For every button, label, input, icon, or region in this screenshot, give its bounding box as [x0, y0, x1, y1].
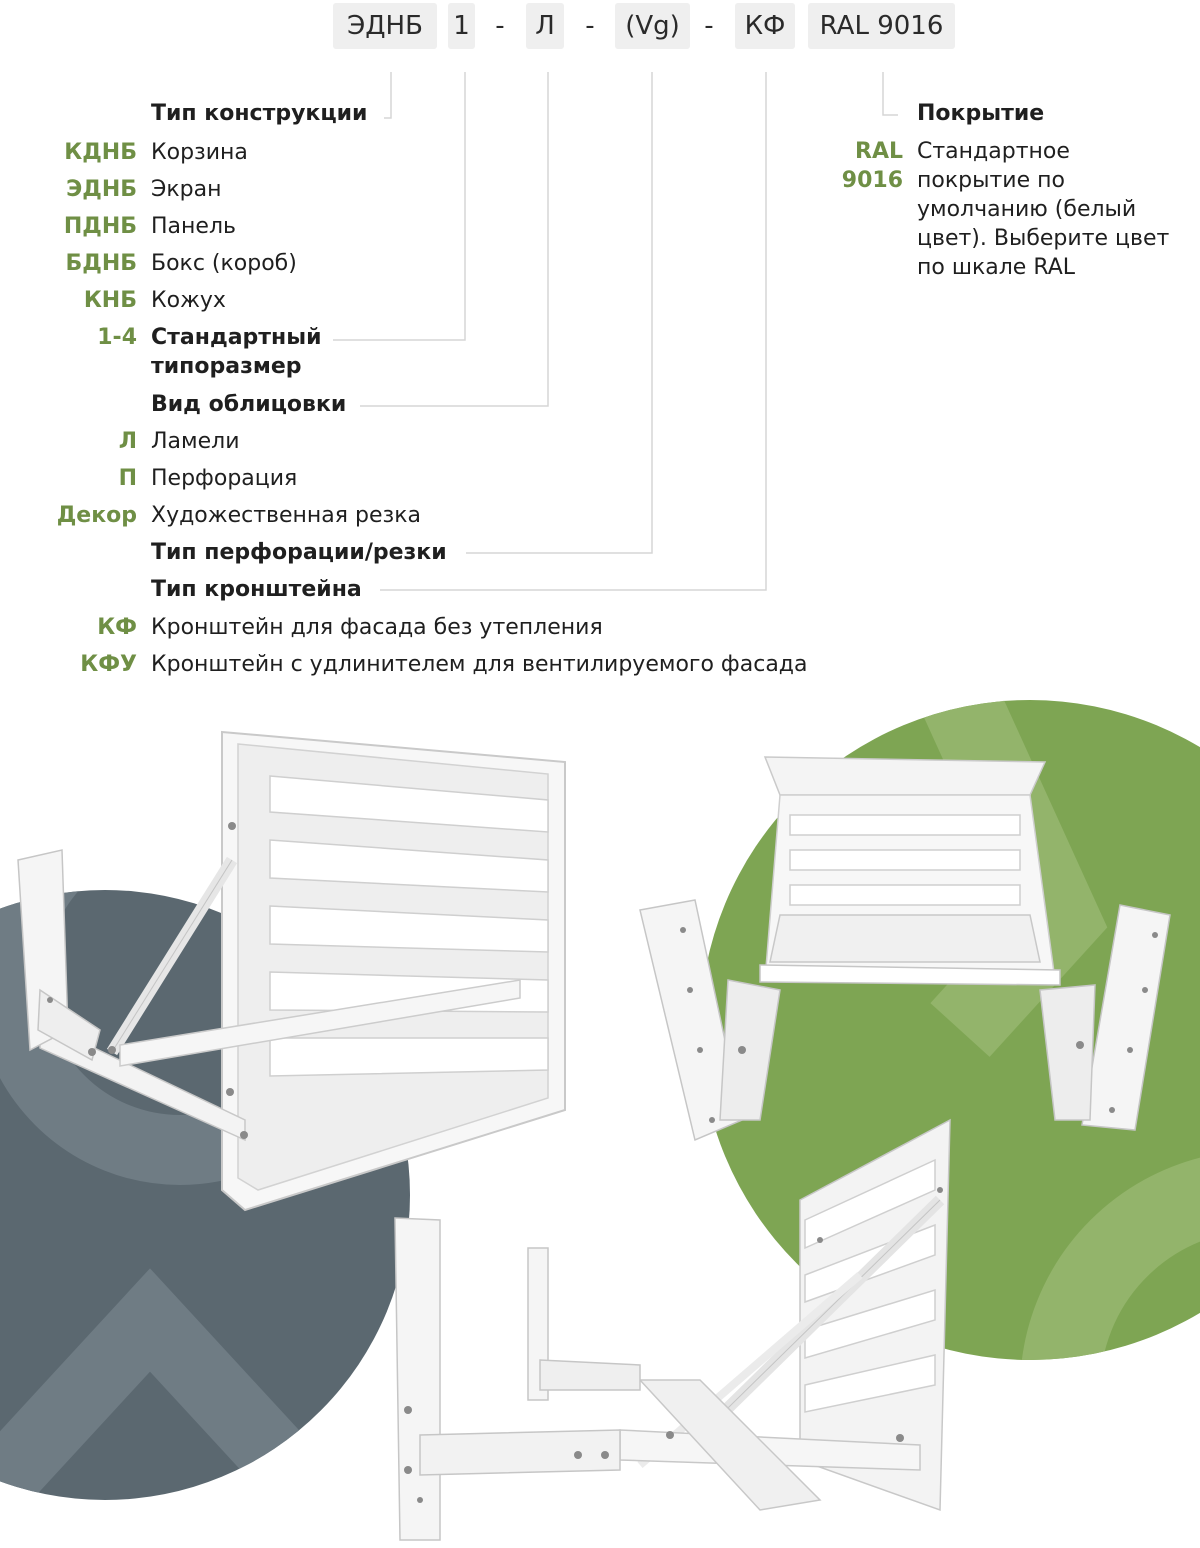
bracket-label: Кронштейн с удлинителем для вентилируемого фасада	[151, 652, 808, 677]
construction-code: КНБ	[83, 288, 137, 313]
construction-label: Панель	[151, 214, 236, 239]
construction-label: Бокс (короб)	[151, 251, 297, 276]
construction-code: ЭДНБ	[66, 177, 137, 202]
code-separator: -	[495, 11, 505, 41]
code-chip-perforation: (Vg)	[615, 3, 690, 49]
leader-bracket	[380, 72, 766, 590]
size-label-line2: типоразмер	[151, 354, 302, 379]
construction-code: КДНБ	[64, 140, 137, 165]
size-label-line1: Стандартный	[151, 325, 322, 350]
bracket-code: КФУ	[80, 652, 137, 677]
coating-code-line2: 9016	[841, 168, 903, 193]
facing-label: Перфорация	[151, 466, 298, 491]
coating-heading: Покрытие	[917, 101, 1045, 126]
construction-code: ПДНБ	[63, 214, 137, 239]
construction-type-heading: Тип конструкции	[151, 101, 368, 126]
bracket-label: Кронштейн для фасада без утепления	[151, 615, 603, 640]
perforation-type-heading: Тип перфорации/резки	[151, 540, 447, 565]
construction-code: БДНБ	[65, 251, 137, 276]
bracket-type-heading: Тип кронштейна	[151, 577, 362, 602]
leader-perforation	[466, 72, 652, 553]
coating-description: Стандартное покрытие по умолчанию (белый цвет). Выберите цвет по шкале RAL	[917, 139, 1170, 280]
leader-coating	[883, 72, 898, 115]
code-chip-size: 1	[448, 3, 475, 49]
product-photos-area	[0, 700, 1200, 1548]
size-code: 1-4	[97, 325, 137, 350]
lamella-screen-on-bracket-rear-view	[395, 1120, 950, 1540]
facing-type-heading: Вид облицовки	[151, 392, 347, 417]
facing-code: П	[118, 466, 137, 491]
coating-code-line1: RAL	[855, 139, 903, 164]
code-chip-construction: ЭДНБ	[333, 3, 437, 49]
code-chip-facing: Л	[526, 3, 564, 49]
code-separator: -	[585, 11, 595, 41]
facing-code: Декор	[56, 503, 137, 528]
facing-code: Л	[118, 429, 137, 454]
leader-construction	[384, 72, 391, 118]
construction-label: Кожух	[151, 288, 226, 313]
construction-label: Экран	[151, 177, 222, 202]
code-chip-bracket: КФ	[735, 3, 795, 49]
leader-facing	[360, 72, 548, 406]
code-chip-coating: RAL 9016	[808, 3, 955, 49]
facing-label: Ламели	[151, 429, 240, 454]
bracket-code: КФ	[97, 615, 137, 640]
product-code-row	[0, 3, 1200, 49]
facing-label: Художественная резка	[151, 503, 421, 528]
code-separator: -	[704, 11, 714, 41]
construction-label: Корзина	[151, 140, 248, 165]
